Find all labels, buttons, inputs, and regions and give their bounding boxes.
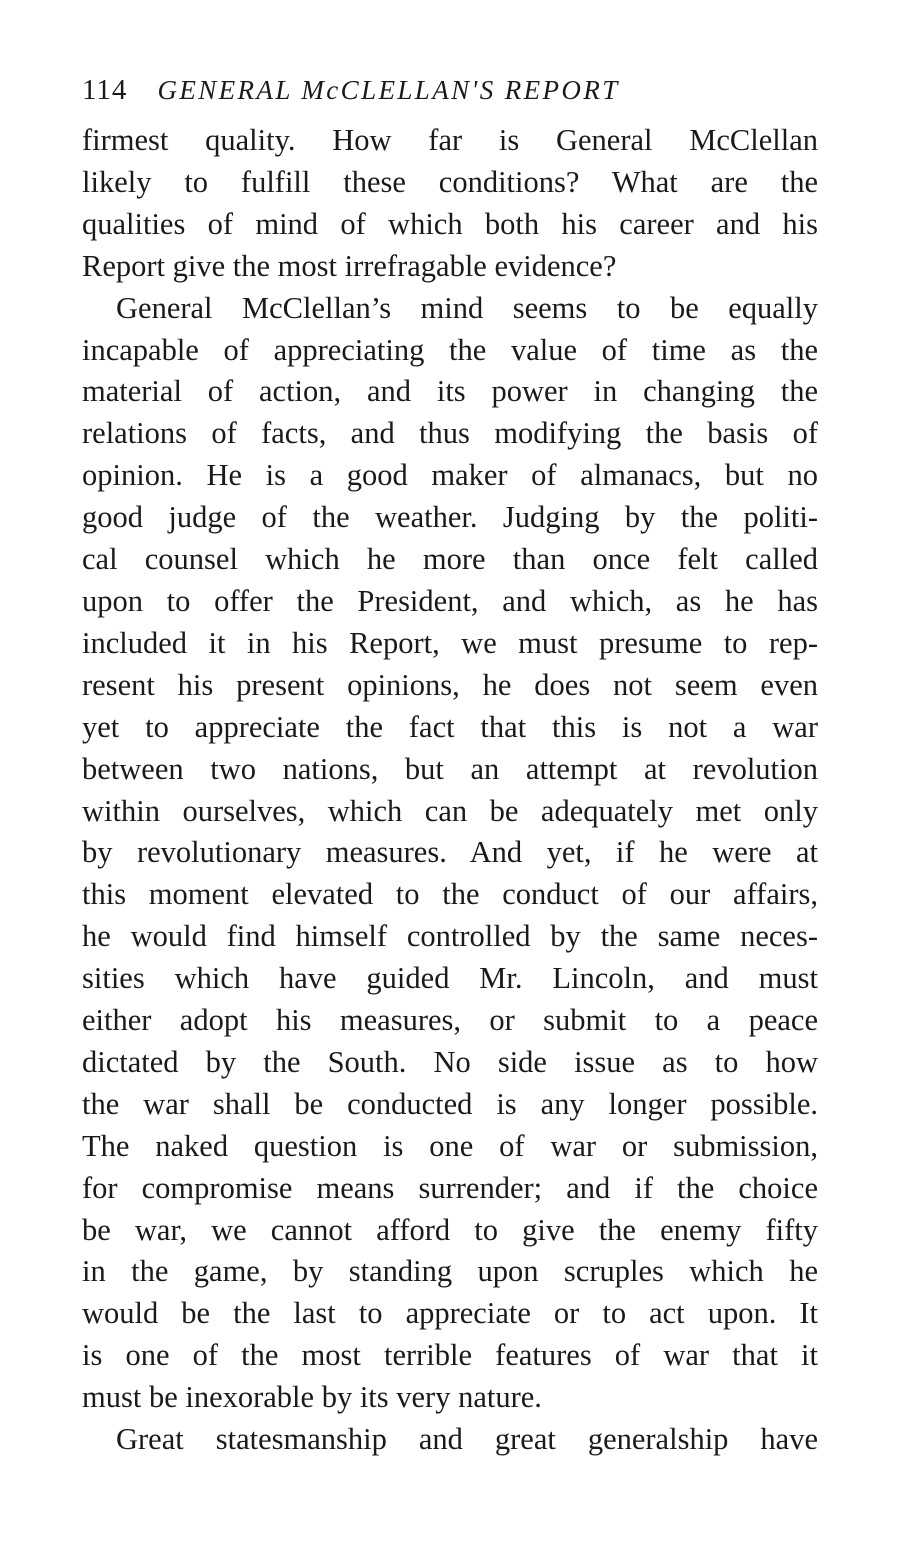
- text-line: be war, we cannot afford to give the enemy fifty: [82, 1212, 818, 1247]
- text-line: incapable of appreciating the value of time as the: [82, 332, 818, 367]
- text-line: qualities of mind of which both his career and his: [82, 206, 818, 241]
- text-line: is one of the most terrible features of war that it: [82, 1338, 818, 1373]
- body-text: [82, 120, 818, 1461]
- text-line: this moment elevated to the conduct of our affairs,: [82, 877, 818, 912]
- running-title: GENERAL McCLELLAN'S REPORT: [157, 75, 620, 105]
- paragraph-3: [82, 1419, 818, 1461]
- text-line: for compromise means surrender; and if the choice: [82, 1170, 818, 1205]
- text-line: Report give the most irrefragable evidence?: [82, 248, 617, 283]
- text-line: General McClellan’s mind seems to be equally: [116, 290, 818, 325]
- text-line: relations of facts, and thus modifying the basis of: [82, 416, 818, 451]
- text-line: within ourselves, which can be adequately met only: [82, 793, 818, 828]
- text-line: he would find himself controlled by the same neces-: [82, 919, 818, 954]
- paragraph-2: [82, 288, 818, 1419]
- text-line: material of action, and its power in changing the: [82, 374, 818, 409]
- text-line: Great statesmanship and great generalship have: [116, 1422, 818, 1457]
- book-page: [82, 74, 818, 1461]
- text-line: in the game, by standing upon scruples which he: [82, 1254, 818, 1289]
- text-line: yet to appreciate the fact that this is not a war: [82, 709, 818, 744]
- text-line: between two nations, but an attempt at revolution: [82, 751, 818, 786]
- text-line: included it in his Report, we must presume to rep-: [82, 625, 818, 660]
- text-line: by revolutionary measures. And yet, if he were at: [82, 835, 818, 870]
- text-line: resent his present opinions, he does not seem even: [82, 667, 818, 702]
- text-line: either adopt his measures, or submit to a peace: [82, 1003, 818, 1038]
- text-line: firmest quality. How far is General McClellan: [82, 123, 818, 157]
- text-line: the war shall be conducted is any longer possible.: [82, 1086, 818, 1121]
- text-line: likely to fulfill these conditions? What are the: [82, 164, 818, 199]
- text-line: sities which have guided Mr. Lincoln, and must: [82, 961, 818, 996]
- text-line: cal counsel which he more than once felt called: [82, 542, 818, 577]
- page-number: 114: [82, 74, 128, 106]
- text-line: good judge of the weather. Judging by the politi-: [82, 500, 818, 535]
- text-line: must be inexorable by its very nature.: [82, 1380, 542, 1415]
- text-line: would be the last to appreciate or to act upon. It: [82, 1296, 818, 1331]
- text-line: opinion. He is a good maker of almanacs, but no: [82, 458, 818, 493]
- text-line: upon to offer the President, and which, as he has: [82, 583, 818, 618]
- running-head: [82, 74, 818, 118]
- text-line: dictated by the South. No side issue as to how: [82, 1044, 818, 1079]
- text-line: The naked question is one of war or submission,: [82, 1128, 818, 1163]
- paragraph-1: [82, 120, 818, 288]
